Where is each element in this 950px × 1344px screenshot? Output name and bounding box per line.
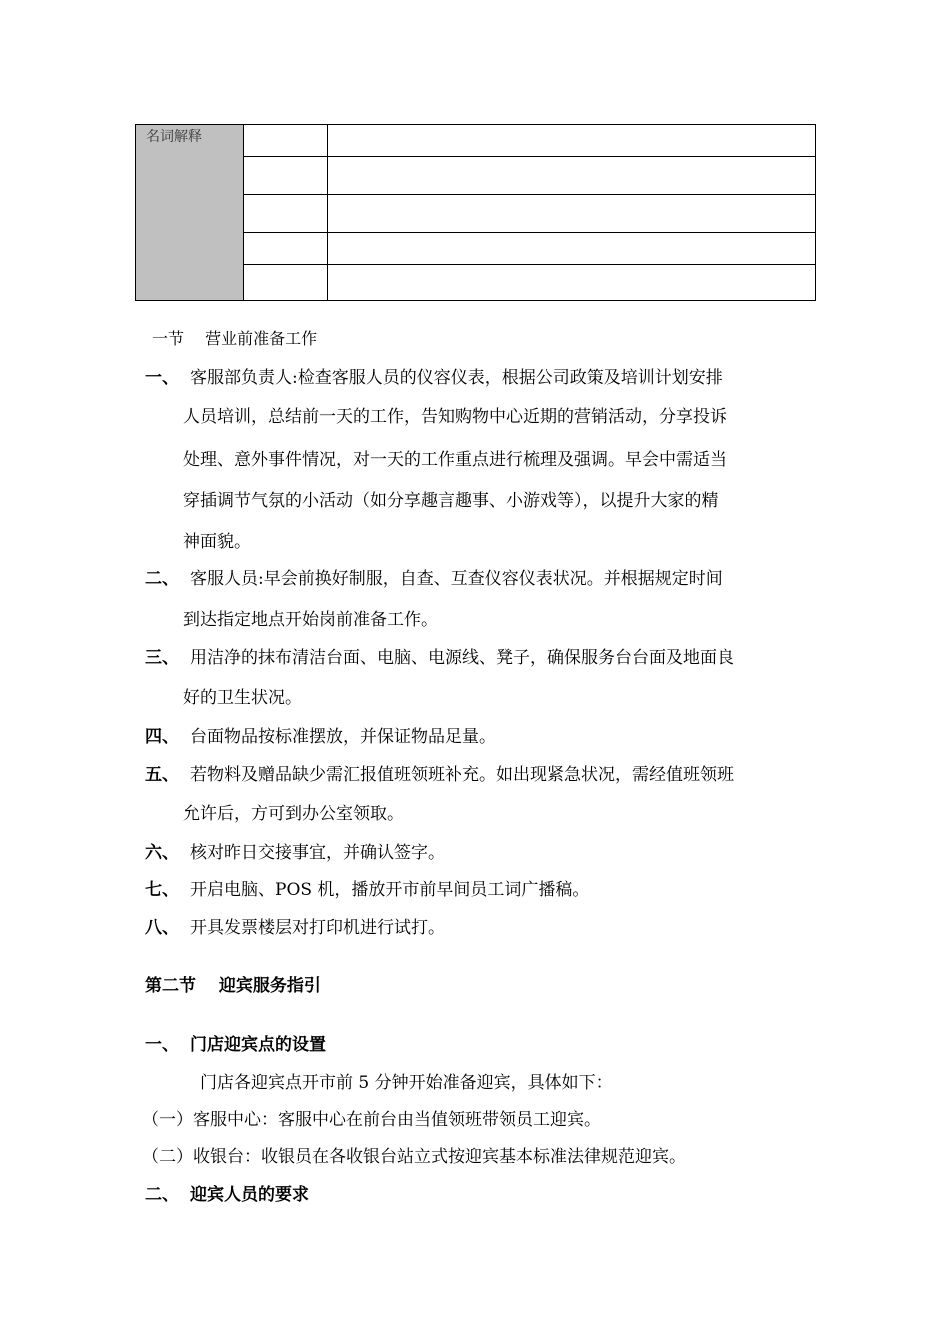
list-item: （一）客服中心：客服中心在前台由当值领班带领员工迎宾。 (142, 1110, 601, 1130)
item-text: 穿插调节气氛的小活动（如分享趣言趣事、小游戏等），以提升大家的精 (183, 491, 719, 511)
item-number: 二、 (145, 569, 179, 589)
section2-title: 第二节 迎宾服务指引 (145, 976, 321, 996)
table-row (244, 125, 815, 157)
item-text: 台面物品按标准摆放，并保证物品足量。 (190, 727, 496, 747)
item-text: 到达指定地点开始岗前准备工作。 (183, 610, 438, 630)
section1-title: 一节 营业前准备工作 (152, 329, 318, 348)
item-text: 核对昨日交接事宜，并确认签字。 (190, 843, 445, 863)
list-item: （二）收银台：收银员在各收银台站立式按迎宾基本标准法律规范迎宾。 (142, 1147, 686, 1167)
subsection-heading (145, 1187, 309, 1204)
item-number: 五、 (145, 765, 179, 785)
item-text: 若物料及赠品缺少需汇报值班领班补充。如出现紧急状况，需经值班领班 (190, 765, 734, 785)
item-number: 三、 (145, 648, 179, 668)
item-text: 客服部负责人:检查客服人员的仪容仪表，根据公司政策及培训计划安排 (190, 368, 723, 388)
item-text: 神面貌。 (183, 532, 251, 552)
item-number: 七、 (145, 880, 179, 900)
table-row (244, 195, 815, 233)
list-item (145, 767, 734, 784)
table-cell (328, 157, 815, 194)
item-number: 八、 (145, 918, 179, 938)
table-cell (244, 157, 328, 194)
table-cell (244, 265, 328, 300)
list-item (145, 845, 445, 862)
item-text: 开启电脑、POS 机，播放开市前早间员工词广播稿。 (190, 880, 590, 900)
subsection-number: 二、 (145, 1185, 179, 1205)
item-text: 允许后，方可到办公室领取。 (183, 804, 404, 824)
item-text: 好的卫生状况。 (183, 688, 302, 708)
item-text: 开具发票楼层对打印机进行试打。 (190, 918, 445, 938)
item-number: 六、 (145, 843, 179, 863)
table-cell (244, 125, 328, 156)
table-cell (244, 233, 328, 264)
subsection-number: 一、 (145, 1035, 179, 1055)
list-item (145, 571, 723, 588)
list-item (145, 920, 445, 937)
table-cell (244, 195, 328, 232)
item-text: 人员培训，总结前一天的工作，告知购物中心近期的营销活动，分享投诉 (183, 407, 727, 427)
table-row (244, 265, 815, 300)
table-row (244, 157, 815, 195)
item-text: 处理、意外事件情况，对一天的工作重点进行梳理及强调。早会中需适当 (183, 450, 727, 470)
table-row (244, 233, 815, 265)
subsection-heading (145, 1037, 326, 1054)
terms-label-cell: 名词解释 (136, 125, 244, 300)
item-text: 用洁净的抹布清洁台面、电脑、电源线、凳子，确保服务台台面及地面良 (190, 648, 734, 668)
list-item (145, 370, 723, 387)
list-item (145, 882, 589, 899)
table-cell (328, 265, 815, 300)
list-item (145, 729, 496, 746)
table-cell (328, 125, 815, 156)
item-text: 客服人员:早会前换好制服，自查、互查仪容仪表状况。并根据规定时间 (190, 569, 723, 589)
item-number: 一、 (145, 368, 179, 388)
subsection-title: 门店迎宾点的设置 (190, 1035, 326, 1055)
list-item (145, 650, 734, 667)
item-number: 四、 (145, 727, 179, 747)
subsection-title: 迎宾人员的要求 (190, 1185, 309, 1205)
table-cell (328, 195, 815, 232)
terms-table (135, 124, 816, 301)
intro-paragraph: 门店各迎宾点开市前 5 分钟开始准备迎宾，具体如下： (200, 1073, 613, 1093)
table-cell (328, 233, 815, 264)
